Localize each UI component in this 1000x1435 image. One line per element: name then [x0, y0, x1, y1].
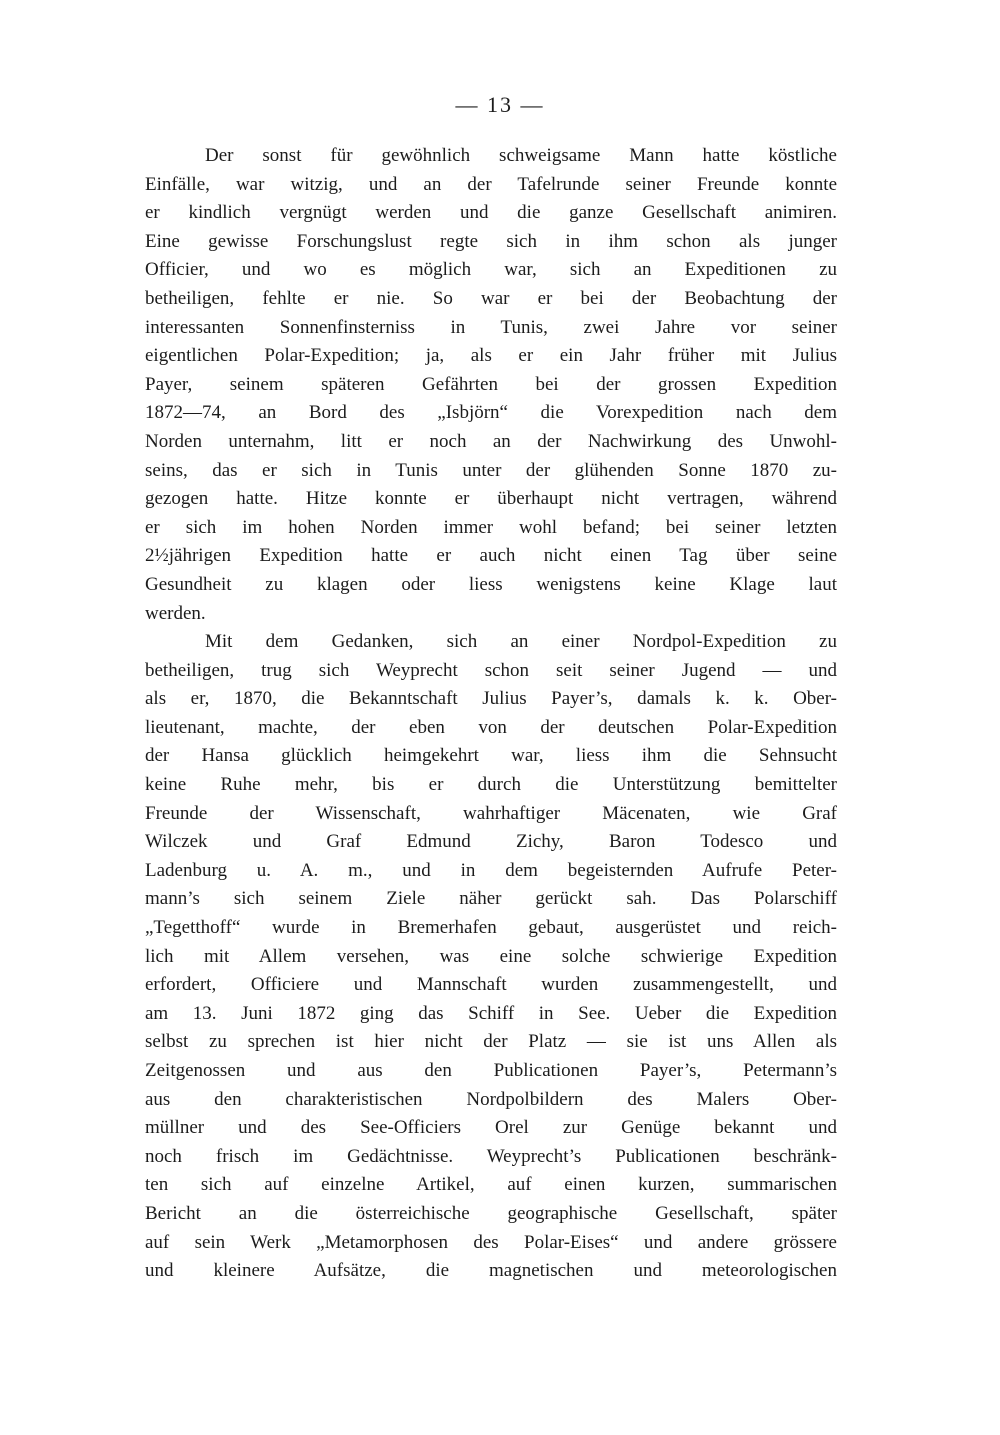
text-line: 2½jährigen Expedition hatte er auch nicht einen Tag über seine: [145, 545, 837, 567]
text-line: der Hansa glücklich heimgekehrt war, liess ihm die Sehnsucht: [145, 745, 837, 767]
text-line: werden.: [145, 602, 206, 624]
text-line: noch frisch im Gedächtnisse. Weyprecht’s Publicationen beschränk-: [145, 1145, 837, 1167]
text-line: müllner und des See-Officiers Orel zur Genüge bekannt und: [145, 1117, 837, 1139]
text-line: als er, 1870, die Bekanntschaft Julius Payer’s, damals k. k. Ober-: [145, 688, 837, 710]
text-line: Bericht an die österreichische geographische Gesellschaft, später: [145, 1202, 837, 1224]
text-line: interessanten Sonnenfinsterniss in Tunis, zwei Jahre vor seiner: [145, 316, 837, 338]
text-line: selbst zu sprechen ist hier nicht der Platz — sie ist uns Allen als: [145, 1031, 837, 1053]
page-number: — 13 —: [455, 92, 545, 117]
text-line: Norden unternahm, litt er noch an der Nachwirkung des Unwohl-: [145, 430, 837, 452]
text-line: lich mit Allem versehen, was eine solche schwierige Expedition: [145, 945, 837, 967]
text-line: auf sein Werk „Metamorphosen des Polar-Eises“ und andere grössere: [145, 1231, 837, 1253]
paragraph-2: [145, 628, 837, 1286]
body-text: [145, 142, 837, 1286]
text-line: betheiligen, fehlte er nie. So war er bei der Beobachtung der: [145, 287, 837, 309]
text-line: aus den charakteristischen Nordpolbildern des Malers Ober-: [145, 1088, 837, 1110]
text-line: ten sich auf einzelne Artikel, auf einen kurzen, summarischen: [145, 1174, 837, 1196]
text-line: und kleinere Aufsätze, die magnetischen und meteorologischen: [145, 1260, 837, 1282]
text-line: lieutenant, machte, der eben von der deutschen Polar-Expedition: [145, 716, 837, 738]
text-line: Eine gewisse Forschungslust regte sich in ihm schon als junger: [145, 230, 837, 252]
text-line: betheiligen, trug sich Weyprecht schon seit seiner Jugend — und: [145, 659, 837, 681]
text-line: Der sonst für gewöhnlich schweigsame Mann hatte köstliche: [205, 145, 837, 166]
text-line: Gesundheit zu klagen oder liess wenigstens keine Klage laut: [145, 573, 837, 595]
paragraph-1: [145, 142, 837, 628]
text-line: „Tegetthoff“ wurde in Bremerhafen gebaut, ausgerüstet und reich-: [145, 917, 837, 939]
text-line: Payer, seinem späteren Gefährten bei der grossen Expedition: [145, 373, 837, 395]
text-line: Wilczek und Graf Edmund Zichy, Baron Todesco und: [145, 831, 837, 853]
text-line: am 13. Juni 1872 ging das Schiff in See. Ueber die Expedition: [145, 1002, 837, 1024]
text-line: 1872—74, an Bord des „Isbjörn“ die Vorexpedition nach dem: [145, 402, 837, 424]
text-line: keine Ruhe mehr, bis er durch die Unterstützung bemittelter: [145, 774, 837, 796]
text-line: erfordert, Officiere und Mannschaft wurden zusammengestellt, und: [145, 974, 837, 996]
text-line: Freunde der Wissenschaft, wahrhaftiger Mäcenaten, wie Graf: [145, 802, 837, 824]
text-line: Ladenburg u. A. m., und in dem begeisternden Aufrufe Peter-: [145, 859, 837, 881]
text-line: Officier, und wo es möglich war, sich an Expeditionen zu: [145, 259, 837, 281]
text-line: eigentlichen Polar-Expedition; ja, als er ein Jahr früher mit Julius: [145, 345, 837, 367]
text-line: er kindlich vergnügt werden und die ganze Gesellschaft animiren.: [145, 202, 837, 224]
text-line: Zeitgenossen und aus den Publicationen Payer’s, Petermann’s: [145, 1060, 837, 1081]
text-line: Einfälle, war witzig, und an der Tafelrunde seiner Freunde konnte: [145, 173, 837, 195]
text-line: seins, das er sich in Tunis unter der glühenden Sonne 1870 zu-: [145, 459, 837, 481]
text-line: gezogen hatte. Hitze konnte er überhaupt nicht vertragen, während: [145, 488, 837, 510]
text-line: Mit dem Gedanken, sich an einer Nordpol-Expedition zu: [205, 631, 837, 653]
text-line: mann’s sich seinem Ziele näher gerückt sah. Das Polarschiff: [145, 888, 837, 910]
text-line: er sich im hohen Norden immer wohl befand; bei seiner letzten: [145, 516, 837, 538]
